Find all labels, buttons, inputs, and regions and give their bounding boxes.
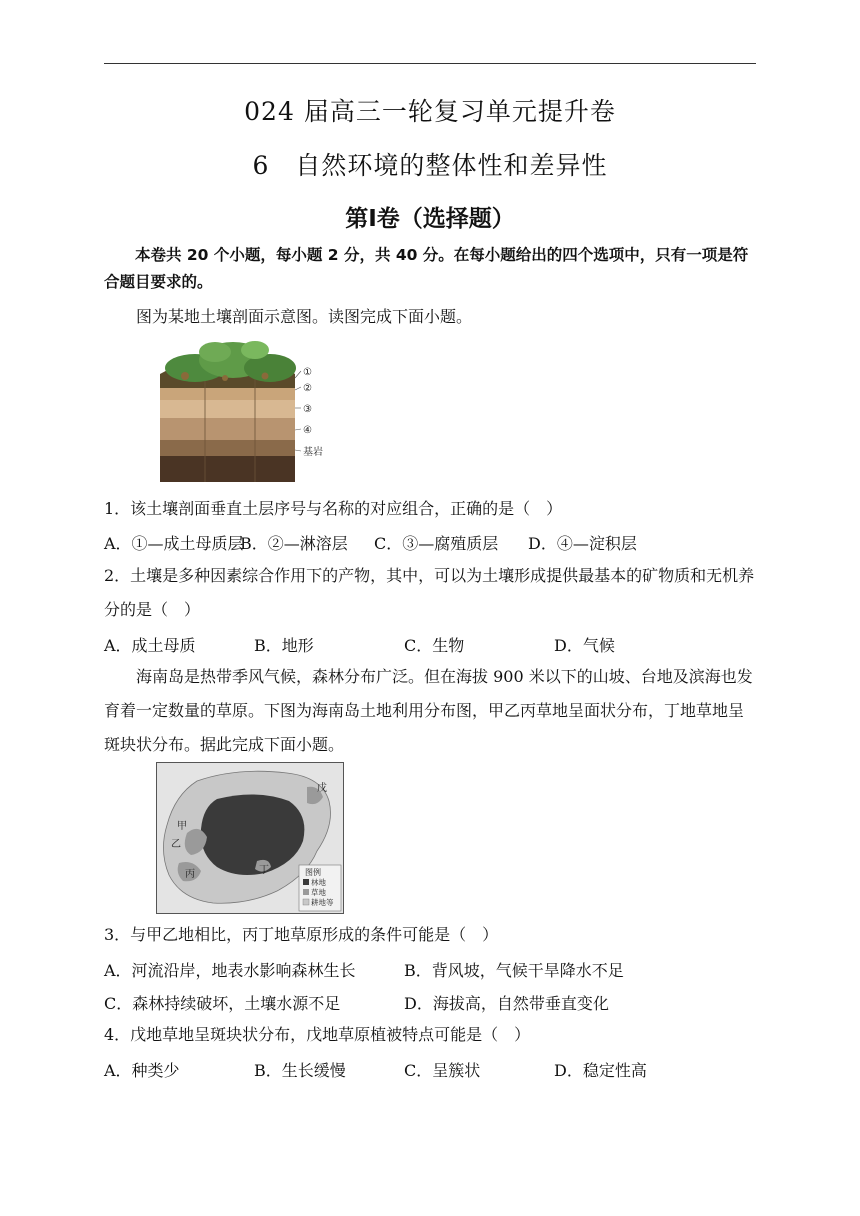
q4-option-b[interactable]: B．生长缓慢 [254, 1061, 346, 1080]
intro-soil: 图为某地土壤剖面示意图。读图完成下面小题。 [136, 307, 473, 326]
q3-option-a[interactable]: A．河流沿岸，地表水影响森林生长 [104, 961, 356, 980]
q3-option-d[interactable]: D．海拔高，自然带垂直变化 [404, 994, 609, 1013]
soil-profile-illustration [155, 338, 335, 486]
legend-farm: 耕地等 [311, 898, 334, 907]
question-4-stem: 4．戊地草地呈斑块状分布，戊地草原植被特点可能是（ ） [104, 1025, 531, 1044]
map-label-jia: 甲 [177, 821, 187, 832]
hainan-map-illustration [157, 763, 343, 913]
question-1-stem: 1．该土壤剖面垂直土层序号与名称的对应组合，正确的是（ ） [104, 499, 563, 518]
question-2-stem: 2．土壤是多种因素综合作用下的产物，其中，可以为土壤形成提供最基本的矿物质和无机养分的是（ ） [104, 566, 755, 619]
layer-label-1: ① [303, 367, 312, 378]
section-title: 第Ⅰ卷（选择题） [345, 206, 515, 232]
unit-title: 6 自然环境的整体性和差异性 [252, 151, 608, 180]
q2-option-d[interactable]: D．气候 [554, 636, 615, 655]
q1-option-d[interactable]: D．④—淀积层 [528, 534, 637, 553]
q4-option-d[interactable]: D．稳定性高 [554, 1061, 647, 1080]
map-label-wu: 戊 [317, 783, 327, 794]
legend-grass: 草地 [311, 888, 326, 897]
legend-title: 图例 [305, 868, 321, 877]
q3-option-b[interactable]: B．背风坡，气候干旱降水不足 [404, 961, 624, 980]
instructions: 本卷共 20 个小题，每小题 2 分，共 40 分。在每小题给出的四个选项中，只有一项是符合题目要求的。 [104, 246, 749, 291]
question-3-stem: 3．与甲乙地相比，丙丁地草原形成的条件可能是（ ） [104, 925, 499, 944]
map-label-ding: 丁 [259, 865, 269, 876]
layer-label-bedrock: 基岩 [303, 447, 323, 458]
q1-option-c[interactable]: C．③—腐殖质层 [374, 534, 499, 553]
hainan-land-use-map [156, 762, 344, 914]
q1-option-b[interactable]: B．②—淋溶层 [240, 534, 348, 553]
q4-option-c[interactable]: C．呈簇状 [404, 1061, 481, 1080]
q2-option-b[interactable]: B．地形 [254, 636, 314, 655]
layer-label-2: ② [303, 383, 312, 394]
q2-option-c[interactable]: C．生物 [404, 636, 465, 655]
q4-option-a[interactable]: A．种类少 [104, 1061, 180, 1080]
header-rule [104, 63, 756, 64]
map-label-yi: 乙 [171, 839, 181, 850]
q2-option-a[interactable]: A．成土母质 [104, 636, 196, 655]
soil-profile-figure [155, 338, 335, 486]
q3-option-c[interactable]: C．森林持续破坏，土壤水源不足 [104, 994, 341, 1013]
legend-forest: 林地 [311, 878, 326, 887]
intro-hainan: 海南岛是热带季风气候，森林分布广泛。但在海拔 900 米以下的山坡、台地及滨海也发育着一定数量的草原。下图为海南岛土地利用分布图，甲乙丙草地呈面状分布，丁地草地呈斑块状分布。据此完成下面小题。 [104, 667, 753, 754]
map-label-bing: 丙 [185, 869, 195, 880]
exam-title: 024 届高三一轮复习单元提升卷 [244, 97, 616, 126]
layer-label-3: ③ [303, 404, 312, 415]
q1-option-a[interactable]: A．①—成土母质层 [104, 534, 244, 553]
layer-label-4: ④ [303, 425, 312, 436]
